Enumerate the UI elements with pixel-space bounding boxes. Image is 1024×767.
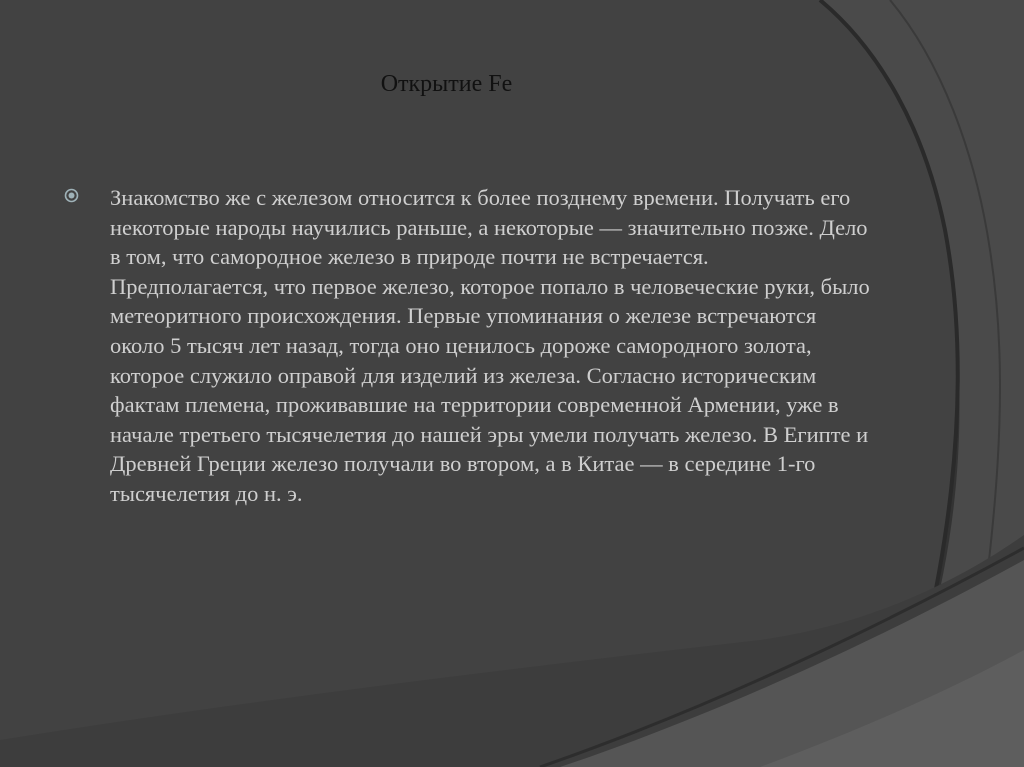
- circle-bullet-icon: [64, 188, 79, 203]
- slide-body-paragraph: Знакомство же с железом относится к более позднему времени. Получать его некоторые народы научились раньше, а некоторые — значительно позже. Дело в том, что самородное железо в природе почти не встречается. Предполагается, что первое железо, которое попало в человеческие руки, было метеоритного происхождения. Первые упоминания о железе встречаются около 5 тысяч лет назад, тогда оно ценилось дороже самородного золота, которое служило оправой для изделий из железа. Согласно историческим фактам племена, проживавшие на территории современной Армении, уже в начале третьего тысячелетия до нашей эры умели получать железо. В Египте и Древней Греции железо получали во втором, а в Китае — в середине 1-го тысячелетия до н. э.: [110, 185, 870, 506]
- slide-title: Открытие Fe: [380, 71, 513, 97]
